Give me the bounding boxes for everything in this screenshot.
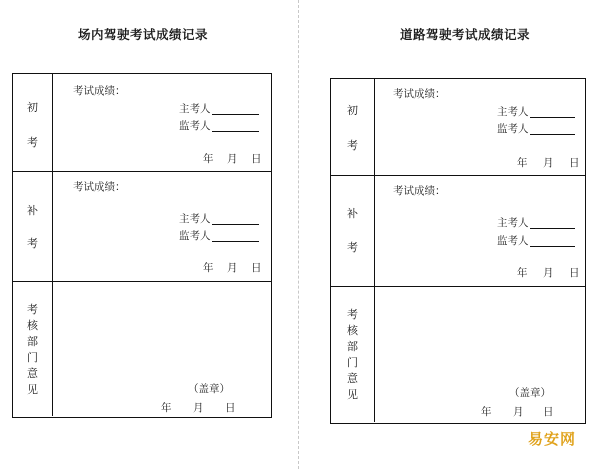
right-retake-score-label: 考试成绩：: [393, 185, 446, 197]
left-review-label-char: 意: [27, 367, 38, 380]
right-retake-label-column: [331, 176, 375, 286]
right-initial-date-month: 月: [543, 157, 554, 169]
left-retake-score-label: 考试成绩：: [73, 181, 126, 193]
left-review-label-char: 部: [27, 335, 38, 348]
left-retake-date-year: 年: [203, 262, 214, 274]
left-retake-supervisor-label: 监考人: [179, 230, 211, 242]
right-initial-score-label: 考试成绩：: [393, 88, 446, 100]
left-retake-label-char: 补: [27, 204, 38, 217]
right-initial-examiner-line[interactable]: [530, 107, 575, 118]
left-review-date-year: 年: [161, 402, 172, 414]
right-review-section: [331, 286, 585, 422]
right-retake-label-char: 补: [347, 207, 358, 220]
right-review-label-char: 意: [347, 372, 358, 385]
right-review-label-char: 门: [347, 356, 358, 369]
right-initial-supervisor-label: 监考人: [497, 123, 529, 135]
right-review-seal-label: （盖章）: [509, 387, 551, 399]
left-retake-label-char: 考: [27, 237, 38, 250]
right-retake-label-char: 考: [347, 241, 358, 254]
left-retake-date-month: 月: [227, 262, 238, 274]
left-initial-score-label: 考试成绩：: [73, 85, 126, 97]
left-review-label-char: 门: [27, 351, 38, 364]
right-retake-supervisor-label: 监考人: [497, 235, 529, 247]
right-retake-examiner-label: 主考人: [497, 217, 529, 229]
right-review-label-char: 部: [347, 340, 358, 353]
right-initial-date-year: 年: [517, 157, 528, 169]
right-retake-examiner-field[interactable]: [497, 217, 575, 229]
left-retake-label-column: [13, 172, 53, 281]
left-initial-examiner-label: 主考人: [179, 103, 211, 115]
right-review-label-char: 考: [347, 308, 358, 321]
right-initial-supervisor-field[interactable]: [497, 123, 575, 135]
right-form-title: 道路驾驶考试成绩记录: [400, 27, 531, 42]
right-review-date-month: 月: [513, 406, 524, 418]
left-retake-exam-section: [13, 171, 271, 281]
right-retake-supervisor-field[interactable]: [497, 235, 575, 247]
left-initial-examiner-line[interactable]: [212, 104, 259, 115]
left-initial-label-char: 考: [27, 136, 38, 149]
left-review-seal-label: （盖章）: [188, 383, 230, 395]
left-initial-examiner-field[interactable]: [179, 103, 259, 115]
right-initial-supervisor-line[interactable]: [530, 124, 575, 135]
right-initial-examiner-field[interactable]: [497, 106, 575, 118]
right-exam-form: [330, 78, 586, 424]
left-initial-exam-section: [13, 74, 271, 171]
right-retake-supervisor-line[interactable]: [530, 236, 575, 247]
right-review-label-column: [331, 287, 375, 422]
right-retake-date-month: 月: [543, 267, 554, 279]
left-retake-date-day: 日: [251, 262, 262, 274]
right-retake-examiner-line[interactable]: [530, 218, 575, 229]
left-review-section: [13, 281, 271, 416]
left-review-date-day: 日: [225, 402, 236, 414]
left-page: [0, 0, 296, 469]
right-page: [304, 0, 600, 469]
right-retake-date-year: 年: [517, 267, 528, 279]
right-initial-label-char: 初: [347, 104, 358, 117]
right-review-date-day: 日: [543, 406, 554, 418]
right-review-label-char: 见: [347, 388, 358, 401]
left-review-label-char: 核: [27, 319, 38, 332]
left-initial-supervisor-label: 监考人: [179, 120, 211, 132]
left-review-label-char: 考: [27, 303, 38, 316]
page-fold-line: [298, 0, 299, 469]
left-exam-form: [12, 73, 272, 418]
right-initial-date-day: 日: [569, 157, 580, 169]
left-initial-date-day: 日: [251, 153, 262, 165]
left-review-label-column: [13, 282, 53, 416]
left-initial-label-column: [13, 74, 53, 171]
left-initial-label-char: 初: [27, 101, 38, 114]
left-initial-supervisor-field[interactable]: [179, 120, 259, 132]
left-initial-date-year: 年: [203, 153, 214, 165]
left-initial-supervisor-line[interactable]: [212, 121, 259, 132]
left-retake-examiner-line[interactable]: [212, 214, 259, 225]
right-initial-examiner-label: 主考人: [497, 106, 529, 118]
right-review-label-char: 核: [347, 324, 358, 337]
right-retake-exam-section: [331, 175, 585, 286]
left-initial-date-month: 月: [227, 153, 238, 165]
left-form-title: 场内驾驶考试成绩记录: [78, 27, 209, 42]
left-retake-examiner-field[interactable]: [179, 213, 259, 225]
right-initial-exam-section: [331, 79, 585, 175]
right-retake-date-day: 日: [569, 267, 580, 279]
left-retake-supervisor-line[interactable]: [212, 231, 259, 242]
right-initial-label-char: 考: [347, 139, 358, 152]
right-initial-label-column: [331, 79, 375, 175]
left-review-label-char: 见: [27, 383, 38, 396]
site-watermark: 易安网: [527, 430, 576, 448]
right-review-date-year: 年: [481, 406, 492, 418]
left-retake-supervisor-field[interactable]: [179, 230, 259, 242]
left-retake-examiner-label: 主考人: [179, 213, 211, 225]
left-review-date-month: 月: [193, 402, 204, 414]
